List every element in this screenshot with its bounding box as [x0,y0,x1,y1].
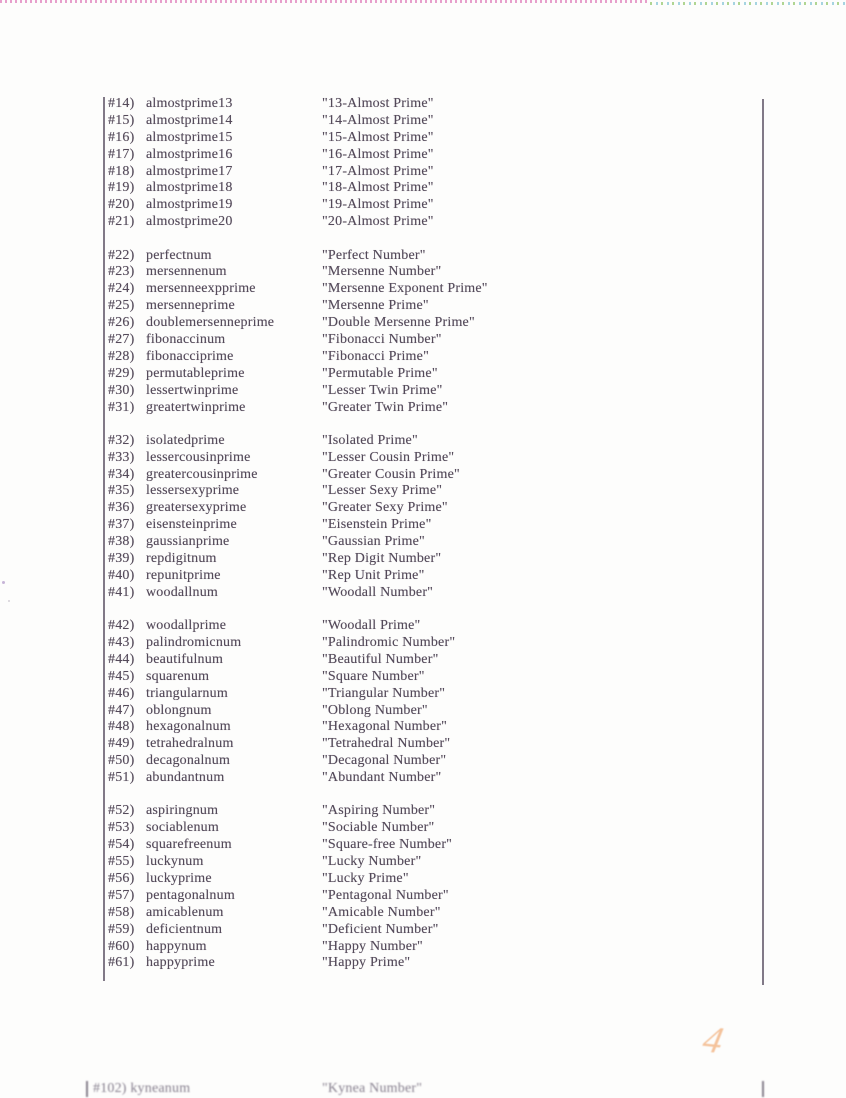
item-display-name: "Square-free Number" [322,837,453,853]
list-item [108,349,748,366]
item-identifier: woodallprime [146,618,227,634]
item-display-name: "Happy Prime" [322,955,411,971]
table-border-right [762,99,764,985]
item-display-name: "20-Almost Prime" [322,214,434,230]
item-number: #34) [108,466,135,482]
item-number: #46) [108,685,135,701]
item-number: #15) [108,112,135,128]
list-item [108,770,748,787]
list-item [108,96,748,113]
item-number: #50) [108,753,135,769]
item-identifier: squarenum [146,668,210,684]
item-display-name: "Mersenne Number" [322,264,442,280]
item-display-name: "Gaussian Prime" [322,534,425,550]
item-display-name: "Sociable Number" [322,820,435,836]
item-identifier: mersennenum [146,264,227,280]
item-identifier: hexagonalnum [146,719,231,735]
item-display-name: "16-Almost Prime" [322,146,434,162]
item-identifier: almostprime18 [146,180,233,196]
list-item [108,214,748,231]
item-identifier: tetrahedralnum [146,736,234,752]
item-display-name: "Mersenne Prime" [322,298,429,314]
item-identifier: abundantnum [146,770,225,786]
item-display-name: "Fibonacci Number" [322,331,442,347]
item-number: #14) [108,96,135,111]
item-identifier: woodallnum [146,584,218,600]
item-number: #19) [108,180,135,196]
list-item [108,854,748,871]
item-identifier: greatercousinprime [146,466,258,482]
list-item [108,197,748,214]
item-identifier: doublemersenneprime [146,315,275,331]
list-item [108,383,748,400]
listing-group [108,96,748,231]
item-display-name: "Lesser Cousin Prime" [322,449,455,465]
handwritten-page-number: 4 [699,1018,727,1063]
item-number: #57) [108,887,135,903]
item-number: #45) [108,668,135,684]
item-number: #27) [108,331,135,347]
list-item [108,837,748,854]
list-item [108,483,748,500]
list-item [108,686,748,703]
item-display-name: "Perfect Number" [322,247,426,263]
item-display-name: "Pentagonal Number" [322,887,449,903]
item-identifier: aspiringnum [146,803,219,819]
list-item [108,905,748,922]
item-number: #44) [108,651,135,667]
item-display-name: "Greater Cousin Prime" [322,466,460,482]
item-display-name: "Greater Twin Prime" [322,399,449,415]
item-number: #25) [108,298,135,314]
item-identifier: mersenneprime [146,298,235,314]
item-number: #48) [108,719,135,735]
item-identifier: deficientnum [146,921,223,937]
item-identifier: sociablenum [146,820,219,836]
list-item [108,736,748,753]
item-display-name: "Tetrahedral Number" [322,736,451,752]
item-identifier: lessersexyprime [146,483,240,499]
item-number: #28) [108,348,135,364]
item-identifier: almostprime16 [146,146,233,162]
item-number: #42) [108,618,135,634]
item-display-name: "Mersenne Exponent Prime" [322,281,488,297]
item-number: #29) [108,365,135,381]
item-number: #32) [108,432,135,448]
item-number: #24) [108,281,135,297]
item-display-name: "Woodall Prime" [322,618,421,634]
item-identifier: luckynum [146,854,204,870]
list-item [108,298,748,315]
item-number: #54) [108,837,135,853]
item-display-name: "Oblong Number" [322,702,428,718]
item-display-name: "Abundant Number" [322,770,442,786]
item-identifier: triangularnum [146,685,228,701]
item-number: #35) [108,483,135,499]
list-item [108,467,748,484]
item-identifier: greatersexyprime [146,500,247,516]
list-item [108,803,748,820]
item-identifier: almostprime14 [146,112,233,128]
list-item [108,955,748,972]
item-number: #55) [108,854,135,870]
item-number: #47) [108,702,135,718]
list-item [108,248,748,265]
item-number: #20) [108,197,135,213]
item-display-name: "Isolated Prime" [322,432,418,448]
list-item [108,888,748,905]
list-item [108,180,748,197]
item-identifier: almostprime13 [146,96,233,111]
item-number: #31) [108,399,135,415]
item-display-name: "14-Almost Prime" [322,112,434,128]
list-item [108,820,748,837]
item-number: #58) [108,904,135,920]
item-number: #23) [108,264,135,280]
item-identifier: almostprime15 [146,129,233,145]
item-display-name: "Rep Unit Prime" [322,567,425,583]
item-identifier: amicablenum [146,904,224,920]
list-item [108,500,748,517]
list-item [108,366,748,383]
list-item [108,164,748,181]
list-item [108,281,748,298]
item-identifier: happynum [146,938,207,954]
item-identifier: mersenneexpprime [146,281,256,297]
table-border-right-fragment [762,1081,764,1097]
item-number: #18) [108,163,135,179]
item-display-name: "Deficient Number" [322,921,439,937]
item-display-name: "19-Almost Prime" [322,197,434,213]
item-display-name: "Lesser Sexy Prime" [322,483,443,499]
item-number: #21) [108,214,135,230]
item-identifier: almostprime20 [146,214,233,230]
item-number: #43) [108,635,135,650]
list-item [108,113,748,130]
table-border-left-fragment [86,1081,88,1097]
item-display-name: "Triangular Number" [322,685,446,701]
item-display-name: "13-Almost Prime" [322,96,434,111]
item-display-name: "Permutable Prime" [322,365,438,381]
list-item [108,450,748,467]
item-number: #51) [108,770,135,786]
list-item [108,618,748,635]
item-display-name: "15-Almost Prime" [322,129,434,145]
item-number: #41) [108,584,135,600]
item-identifier: palindromicnum [146,635,242,650]
item-number: #52) [108,803,135,819]
item-number: #61) [108,955,135,971]
list-item [108,635,748,652]
item-display-name: "Amicable Number" [322,904,441,920]
item-number: #26) [108,315,135,331]
cutoff-row [0,1081,846,1098]
item-identifier: decagonalnum [146,753,231,769]
item-number: #30) [108,382,135,398]
item-identifier: isolatedprime [146,432,225,448]
scanner-edge-artifact-left [0,0,650,3]
item-display-name: "Lucky Number" [322,854,422,870]
item-display-name: "Hexagonal Number" [322,719,448,735]
item-number: #37) [108,517,135,533]
list-item [108,130,748,147]
item-identifier: permutableprime [146,365,245,381]
list-item [108,147,748,164]
list-item [108,400,748,417]
item-identifier: almostprime19 [146,197,233,213]
item-number: #49) [108,736,135,752]
list-item [108,264,748,281]
item-identifier: repdigitnum [146,551,217,567]
item-identifier: fibonacciprime [146,348,234,364]
listing-group [108,803,748,972]
item-identifier: happyprime [146,955,215,971]
list-item [108,753,748,770]
item-identifier: repunitprime [146,567,221,583]
list-item [108,534,748,551]
item-number: #40) [108,567,135,583]
item-display-name: "Lesser Twin Prime" [322,382,443,398]
item-display-name: "Greater Sexy Prime" [322,500,448,516]
list-item [108,652,748,669]
item-identifier: perfectnum [146,247,212,263]
item-number: #59) [108,921,135,937]
number-type-listing [108,96,748,972]
item-number: #38) [108,534,135,550]
item-display-name: "Double Mersenne Prime" [322,315,475,331]
item-identifier: squarefreenum [146,837,232,853]
item-identifier: gaussianprime [146,534,230,550]
item-display-name: "Rep Digit Number" [322,551,442,567]
item-identifier: luckyprime [146,870,212,886]
item-display-name: "Eisenstein Prime" [322,517,432,533]
item-display-name: "18-Almost Prime" [322,180,434,196]
item-number: #33) [108,449,135,465]
item-identifier: fibonaccinum [146,331,226,347]
listing-group [108,618,748,787]
item-display-name: "Lucky Prime" [322,870,409,886]
list-item [108,568,748,585]
item-display-name: "Beautiful Number" [322,651,439,667]
list-item [108,551,748,568]
item-number: #16) [108,129,135,145]
item-display-name: "Happy Number" [322,938,423,954]
list-item [108,517,748,534]
list-item [108,315,748,332]
list-item [108,433,748,450]
item-number: #36) [108,500,135,516]
cutoff-row-number-and-identifier: #102) kyneanum [93,1081,191,1096]
item-display-name: "17-Almost Prime" [322,163,434,179]
item-display-name: "Woodall Number" [322,584,434,600]
listing-group [108,248,748,417]
item-number: #53) [108,820,135,836]
scanner-edge-artifact-right [650,2,846,5]
item-identifier: pentagonalnum [146,887,235,903]
scan-speck [2,581,5,584]
item-identifier: lessercousinprime [146,449,251,465]
cutoff-row-display-name: "Kynea Number" [322,1081,423,1096]
item-identifier: lessertwinprime [146,382,239,398]
list-item [108,585,748,602]
item-number: #22) [108,247,135,263]
item-identifier: oblongnum [146,702,212,718]
list-item [108,669,748,686]
item-identifier: greatertwinprime [146,399,246,415]
list-item [108,719,748,736]
list-item [108,871,748,888]
scan-speck [8,600,10,602]
item-number: #17) [108,146,135,162]
list-item [108,922,748,939]
item-display-name: "Fibonacci Prime" [322,348,429,364]
listing-group [108,433,748,602]
list-item [108,332,748,349]
item-display-name: "Palindromic Number" [322,635,456,650]
item-number: #56) [108,870,135,886]
item-number: #39) [108,551,135,567]
item-identifier: beautifulnum [146,651,224,667]
item-display-name: "Square Number" [322,668,425,684]
item-display-name: "Decagonal Number" [322,753,447,769]
table-border-left [103,97,105,981]
item-identifier: almostprime17 [146,163,233,179]
item-display-name: "Aspiring Number" [322,803,436,819]
list-item [108,939,748,956]
item-number: #60) [108,938,135,954]
list-item [108,703,748,720]
item-identifier: eisensteinprime [146,517,237,533]
